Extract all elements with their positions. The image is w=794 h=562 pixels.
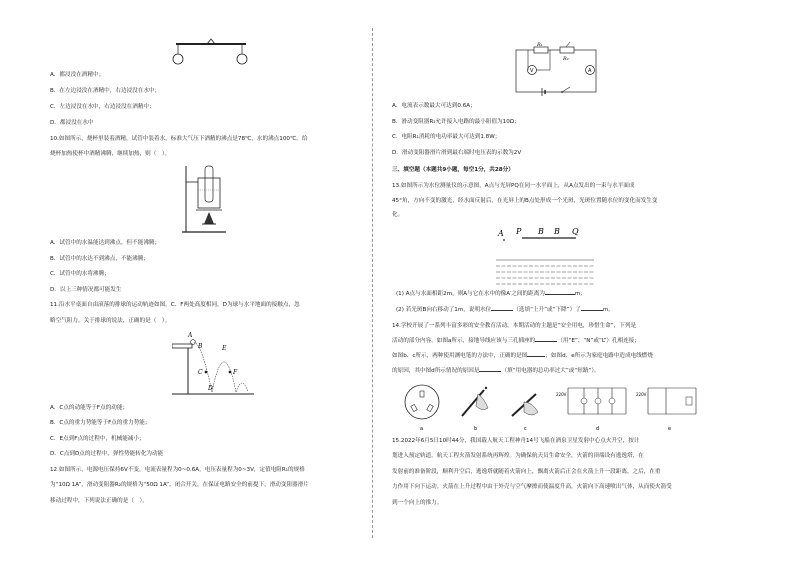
- fig11-label-b: B: [198, 343, 203, 350]
- q14-blank-2[interactable]: [527, 356, 545, 357]
- lever-balance-figure: [168, 38, 254, 70]
- q10-option-d: D．以上三种情况都可能发生: [50, 287, 122, 293]
- q15-stem-line1: 15.2022年6月5日10时44分，我国载人航天工程神舟14号飞船在酒泉卫星发射中心点火升空，按计: [392, 438, 640, 444]
- q13-stem-line1: 13.如图所示为水位测量仪的示意图，A点与光屏PQ在同一水平面上，从A点发出的一束与水平面成: [392, 183, 635, 189]
- q9-option-b: B．在左边浸没在酒精中，右边浸没在水中；: [50, 88, 161, 94]
- q15-stem-line4: 力作用下向下运动。火箭在上升过程中由于外壳与空气摩擦而使温度升高，火箭向下高速喷出气体，从而使火箭受: [392, 484, 672, 490]
- fig14-caption-d: d: [596, 426, 600, 432]
- boiling-apparatus-figure: [182, 162, 228, 236]
- fig14-caption-b: b: [474, 426, 478, 432]
- q11-stem-line2: 略空气阻力，关于排球的说法，正确的是（ ）。: [50, 318, 171, 324]
- fig13-label-a: A: [498, 229, 504, 238]
- pen-figure-b: [462, 387, 488, 432]
- volleyball-trajectory-figure: [172, 332, 256, 398]
- q13-sub2-blank-1[interactable]: [491, 310, 513, 311]
- q15-stem-line2: 划进入预定轨道，航天工程火箭发射系统再辉煌。为确保航天员生命安全，火箭的顶端设有逃逸塔，在: [392, 453, 644, 459]
- fig11-label-d: D: [208, 385, 213, 392]
- q13-sub2-blank-2[interactable]: [581, 310, 603, 311]
- circuit-label-r1: R₁: [537, 42, 543, 48]
- q14-stem-line2: 活动的部分内容。如图a所示，接地导线应该与三孔插座的 （用“E”、“N”或“L”）孔相连接；: [392, 338, 640, 344]
- fig14-voltage-e: 220V: [636, 392, 647, 397]
- water-level-figure: [494, 222, 596, 286]
- q11-option-d: D．C点到D点的过程中，弹性势能转化为动能: [50, 451, 164, 457]
- circuit-label-r2: R₂: [563, 56, 569, 62]
- fig13-label-q: Q: [572, 227, 579, 236]
- fig11-label-f: F: [233, 369, 238, 376]
- fig11-label-e: E: [222, 345, 227, 352]
- q14-stem-line1: 14.学校开展了一系列丰富多彩的安全教育活动，本期活动的主题是“安全用电，珍惜生命”，下列是: [392, 323, 637, 329]
- q9-option-a: A．都浸没在酒精中；: [50, 72, 105, 78]
- pen-figure-c: [512, 394, 538, 432]
- q11-option-a: A．C点的动能等于F点的动能；: [50, 405, 129, 411]
- q10-stem-line2: 烧杯加热使杯中酒精沸腾，继续加热，则（ ）。: [50, 151, 171, 157]
- q12-stem-line3: 移动过程中，下列说法正确的是（ ）。: [50, 498, 148, 504]
- socket-figure-a: [405, 385, 439, 432]
- q14-blank-1[interactable]: [535, 341, 557, 342]
- q13-sub1-blank[interactable]: [545, 294, 575, 295]
- q13-stem-line2: 45°角，方向不变的激光，经水面反射后，在光屏上的B点处形成一个光斑，光斑位置随水位的变化而发生变: [392, 198, 658, 204]
- q11-option-b: B．C点的重力势能等于F点的重力势能；: [50, 420, 151, 426]
- fig14-caption-c: c: [524, 426, 527, 432]
- q9-option-d: D．都浸没在水中: [50, 120, 94, 126]
- q9-option-c: C．左边浸没在水中，右边浸没在酒精中；: [50, 104, 155, 110]
- q15-stem-line5: 到一个向上的推力。: [392, 500, 443, 506]
- q14-stem-line3: 如图b、c所示，两种使用测电笔的方法中，正确的是图 ；如图d、e所示为家庭电路中造成电线燃烧: [392, 353, 653, 359]
- q10-stem-line1: 10.如图所示，烧杯里装着酒精，试管中装着水，标准大气压下酒精的沸点是78℃，水的沸点100℃。给: [50, 136, 308, 142]
- column-divider: [372, 28, 373, 538]
- fig14-caption-e: e: [668, 426, 672, 432]
- q15-stem-line3: 发射前的准备阶段，顺利升空后，逃逸塔就随着火箭向上，飘离火箭后正会在火箭上升一段距离，之后，在重: [392, 469, 661, 475]
- q12-option-c: C．电阻R₁消耗的电功率最大可达到1.8W；: [392, 134, 501, 140]
- fig11-label-a: A: [188, 332, 193, 339]
- q13-sub2: (2) 若光斑B向右移动了1m，说明水位 （选填“上升”或“下降”）了 m。: [396, 307, 614, 313]
- q10-option-a: A．试管中的水温能达到沸点，但不能沸腾；: [50, 240, 161, 246]
- fig13-label-b2: B: [554, 227, 560, 236]
- fig13-label-p: P: [516, 227, 522, 236]
- safety-figures: [400, 380, 720, 432]
- fig14-caption-a: a: [420, 426, 424, 432]
- section3-title: 三、填空题（本题共9小题，每空1分，共28分）: [392, 167, 514, 173]
- circuit-figure-d: [556, 388, 626, 432]
- q11-stem-line1: 11.沿水平桌面自由滚落的排球的运动轨迹如图，C、F两处高度相同，D为球与水平地面的接触点，忽: [50, 302, 300, 308]
- q12-option-b: B．滑动变阻器R₂允许接入电路的最小阻值为10Ω；: [392, 119, 520, 125]
- q10-option-b: B．试管中的水达不到沸点，不能沸腾；: [50, 256, 149, 262]
- q12-option-d: D．滑动变阻器滑片滑到最右端时电压表的示数为2V: [392, 150, 522, 156]
- q14-stem-line4: 的原因，其中图d所示情况的原因是 （填“用电器的总功率过大”或“短路”）。: [392, 368, 600, 374]
- circuit-label-ammeter: A: [588, 68, 592, 74]
- circuit-label-voltmeter: V: [530, 68, 534, 74]
- q10-option-c: C．试管中的水将沸腾；: [50, 271, 110, 277]
- q12-stem-line1: 12.如图所示，电源电压保持6V不变，电流表量程为0~0.6A，电压表量程为0~3V，定值电阻R₁的规格: [50, 467, 305, 473]
- q11-option-c: C．E点到F点的过程中，机械能减小；: [50, 436, 145, 442]
- q14-blank-3[interactable]: [479, 371, 501, 372]
- fig14-voltage-d: 220V: [556, 392, 567, 397]
- circuit-diagram-figure: [510, 40, 602, 98]
- q13-sub1: (1) A点与水面相距2m，则A与它在水中的像A′之间的距离为 m；: [396, 291, 586, 297]
- q13-stem-line3: 化。: [392, 212, 404, 218]
- q12-option-a: A．电流表示数最大可达到0.6A；: [392, 103, 476, 109]
- circuit-figure-e: [636, 388, 696, 432]
- fig11-label-c: C: [198, 369, 203, 376]
- fig13-label-b1: B: [538, 227, 544, 236]
- q12-stem-line2: 为“10Ω 1A”，滑动变阻器R₂的规格为“50Ω 1A”。闭合开关，在保证电路安全的前提下，滑动变阻器滑片: [50, 482, 309, 488]
